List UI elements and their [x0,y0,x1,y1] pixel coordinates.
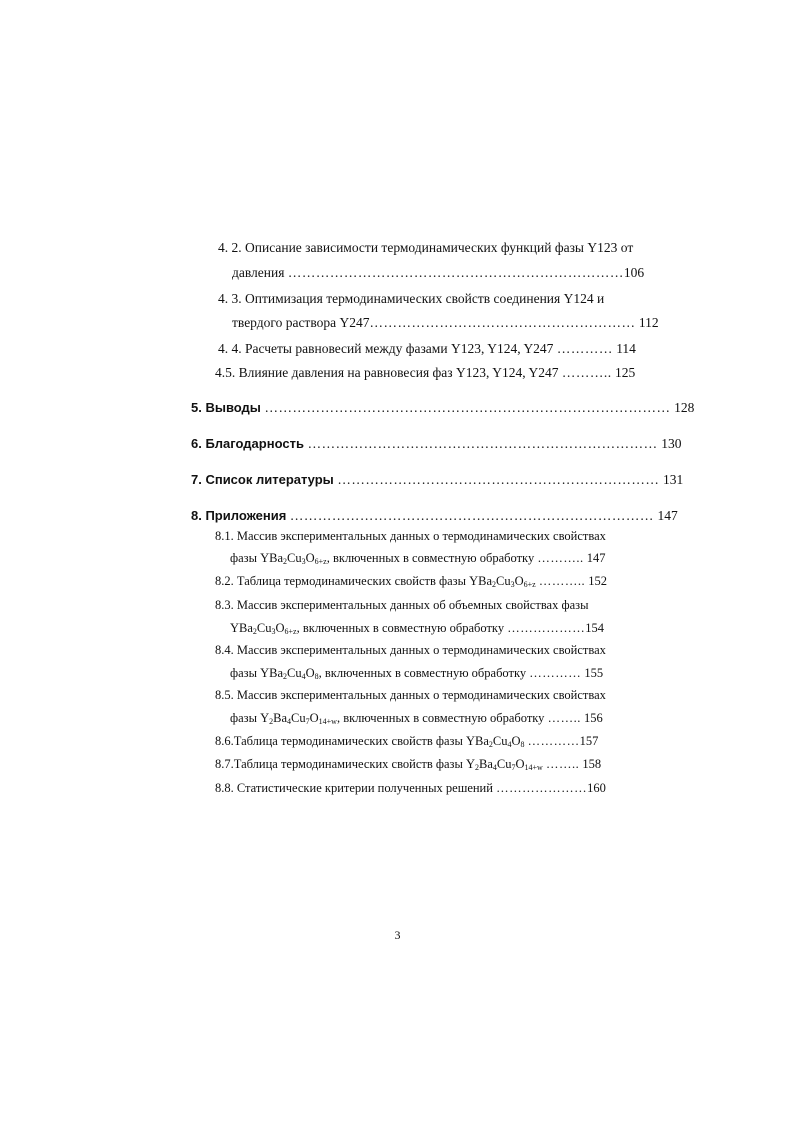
toc-leader-dots: ………… [527,734,580,748]
toc-entry-title: давления [232,265,285,280]
toc-entry-title: 8.3. Массив экспериментальных данных об объемных свойствах фазы [215,598,589,612]
toc-appendix-8-3-line2 [230,619,628,637]
toc-appendix-8-7 [215,755,628,773]
toc-page-number: 160 [587,781,606,795]
toc-appendix-8-5-line2 [230,709,628,727]
toc-page-number: 147 [657,508,678,523]
toc-entry-title: $YBa_2Cu_3O_{6+z}$, включенных в совместную обработку [230,621,505,636]
toc-page-number: 112 [638,315,659,330]
toc-entry-4-3-line1 [218,290,604,308]
toc-appendix-8-1-line2 [230,549,628,567]
toc-page-number: 156 [583,711,603,725]
toc-entry-title: 8.4. Массив экспериментальных данных о термодинамических свойствах [215,643,606,657]
toc-entry-title: 8.1. Массив экспериментальных данных о термодинамических свойствах [215,529,606,543]
toc-leader-dots: ……….. [561,365,612,380]
toc-section-title: 8. Приложения [191,508,287,523]
toc-entry-4-5 [215,364,636,382]
toc-leader-dots: …………………………………………………………………… [289,508,654,523]
toc-leader-dots: ……….. [538,574,586,588]
toc-page-number: 154 [585,621,604,635]
toc-entry-title: фазы $YBa_2Cu_3O_{6+z}$, включенных в совместную обработку [230,551,535,566]
toc-appendix-8-4-line1 [215,641,606,659]
toc-section-8 [191,507,678,525]
toc-page-number: 106 [623,265,645,280]
toc-section-6 [191,435,682,453]
toc-leader-dots: ………… [529,666,582,680]
toc-section-title: 6. Благодарность [191,436,304,451]
toc-entry-title: 4. 3. Оптимизация термодинамических свойств соединения Y124 и [218,291,605,306]
toc-section-7 [191,471,684,489]
toc-leader-dots: …….. [545,757,580,771]
toc-appendix-8-3-line1 [215,596,588,614]
toc-entry-title: 8.6.Таблица термодинамических свойств фазы $YBa_2Cu_4O_8$ [215,734,525,749]
toc-section-title: 5. Выводы [191,400,261,415]
toc-appendix-8-2 [215,572,628,590]
toc-page-number: 157 [579,734,599,748]
toc-entry-title: твердого раствора Y247 [232,315,370,330]
toc-leader-dots: ……….. [537,551,584,565]
page-number: 3 [394,928,401,942]
toc-entry-title: 4.5. Влияние давления на равновесия фаз Y123, Y124, Y247 [215,365,559,380]
toc-entry-title: 8.8. Статистические критерии полученных решений [215,781,493,795]
toc-page-number: 155 [584,666,604,680]
toc-page-number: 114 [616,341,636,356]
toc-appendix-8-6 [215,732,628,750]
toc-entry-title: 4. 4. Расчеты равновесий между фазами Y123, Y124, Y247 [218,341,554,356]
toc-appendix-8-4-line2 [230,664,628,682]
toc-entry-title: 8.2. Таблица термодинамических свойств фазы $YBa_2Cu_3O_{6+z}$ [215,574,536,589]
toc-page-number: 128 [674,400,695,415]
toc-page-number: 152 [588,574,607,588]
toc-appendix-8-1-line1 [215,527,606,545]
toc-entry-title: фазы $YBa_2Cu_4O_8$, включенных в совместную обработку [230,666,527,681]
toc-entry-title: фазы $Y_2Ba_4Cu_7O_{14+w}$, включенных в совместную обработку [230,711,545,726]
toc-leader-dots: …………………………………………………………………………… [264,400,671,415]
toc-leader-dots: ………………… [496,781,588,795]
toc-page-number: 125 [615,365,636,380]
toc-appendix-8-5-line1 [215,686,606,704]
toc-page-number: 147 [586,551,606,565]
toc-entry-4-4 [218,340,636,358]
toc-page-number: 158 [582,757,602,771]
toc-leader-dots: ………………………………………………………………… [307,436,658,451]
toc-entry-4-3-line2 [232,314,659,332]
toc-page-number: 131 [663,472,684,487]
toc-leader-dots: ………… [556,341,613,356]
toc-page-number: 130 [661,436,682,451]
toc-leader-dots: …………………………………………………………… [337,472,660,487]
toc-entry-title: 4. 2. Описание зависимости термодинамических функций фазы Y123 от [218,240,634,255]
toc-entry-4-2-line2 [232,264,645,282]
toc-entry-title: 8.7.Таблица термодинамических свойств фазы $Y_2Ba_4Cu_7O_{14+w}$ [215,757,543,772]
toc-leader-dots: ………………………………………………… [369,315,636,330]
toc-section-5 [191,399,695,417]
toc-entry-title: 8.5. Массив экспериментальных данных о термодинамических свойствах [215,688,606,702]
toc-appendix-8-8 [215,779,628,797]
toc-leader-dots: …….. [547,711,581,725]
toc-leader-dots: ……………… [507,621,586,635]
toc-section-title: 7. Список литературы [191,472,334,487]
toc-entry-4-2-line1 [218,239,633,257]
toc-leader-dots: ……………………………………………………………… [287,265,624,280]
